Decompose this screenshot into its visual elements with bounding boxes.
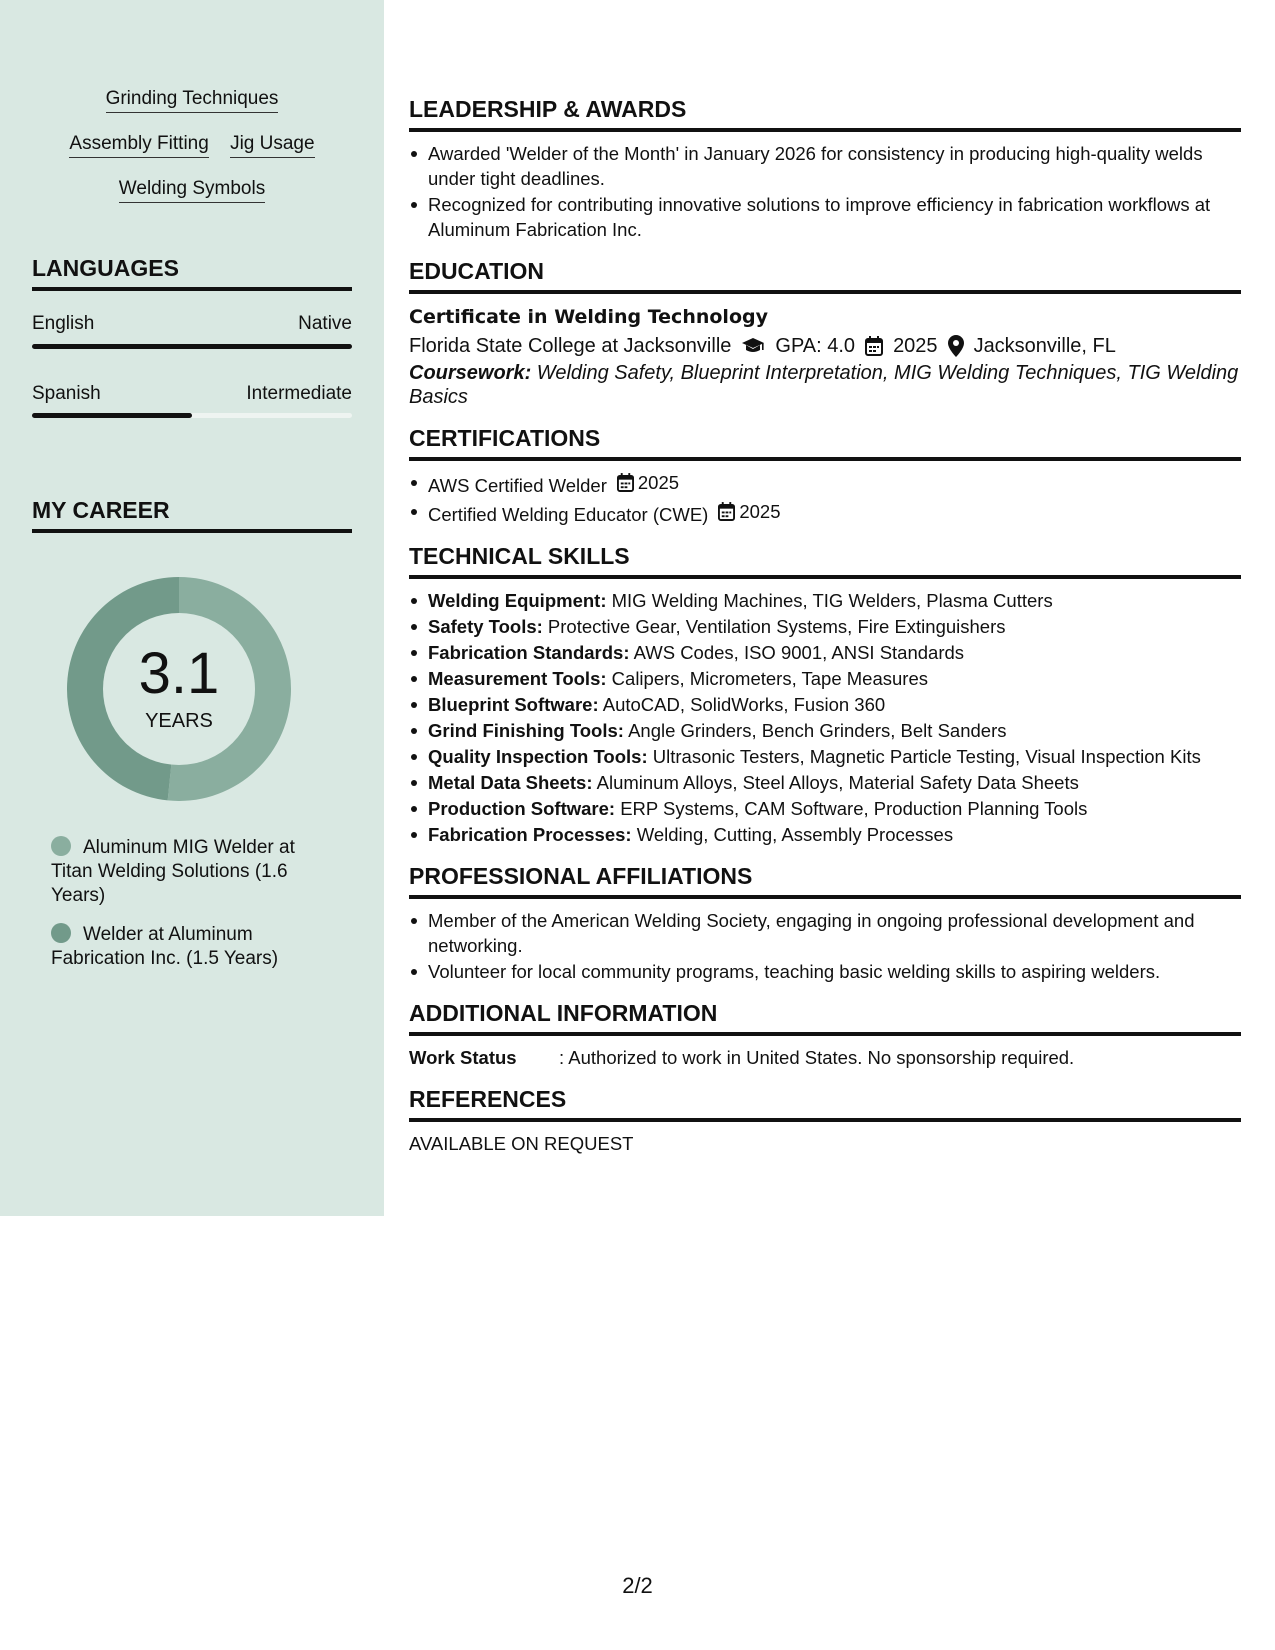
language-name: English bbox=[32, 313, 95, 334]
language-row bbox=[32, 383, 352, 405]
certifications-section bbox=[409, 425, 1241, 527]
skill-tags-row-2 bbox=[0, 133, 384, 158]
education-section bbox=[409, 258, 1241, 409]
career-item bbox=[51, 836, 301, 908]
language-bar-fill bbox=[32, 413, 192, 418]
section-heading: CERTIFICATIONS bbox=[409, 425, 1241, 461]
skill-values: MIG Welding Machines, TIG Welders, Plasma Cutters bbox=[606, 590, 1053, 611]
leadership-section bbox=[409, 96, 1241, 242]
certification-year: 2025 bbox=[739, 501, 781, 522]
list-item bbox=[409, 822, 1241, 847]
list-item: Volunteer for local community programs, teaching basic welding skills to aspiring welders. bbox=[409, 959, 1241, 984]
career-total: 3.1 bbox=[138, 641, 220, 706]
skill-tags-row-1 bbox=[0, 88, 384, 113]
graduation-year: 2025 bbox=[893, 335, 938, 357]
career-item-label: Aluminum MIG Welder at Titan Welding Solutions (1.6 Years) bbox=[51, 837, 295, 906]
work-status-value: : Authorized to work in United States. No sponsorship required. bbox=[559, 1047, 1075, 1068]
list-item bbox=[409, 640, 1241, 665]
languages-heading: LANGUAGES bbox=[32, 255, 352, 291]
career-dot-icon bbox=[51, 836, 71, 856]
language-level: Native bbox=[298, 313, 352, 334]
main-content bbox=[409, 96, 1241, 1172]
list-item: Member of the American Welding Society, engaging in ongoing professional development and networking. bbox=[409, 908, 1241, 958]
technical-skills-section bbox=[409, 543, 1241, 847]
skill-values: ERP Systems, CAM Software, Production Planning Tools bbox=[615, 798, 1088, 819]
section-heading: TECHNICAL SKILLS bbox=[409, 543, 1241, 579]
school-name: Florida State College at Jacksonville bbox=[409, 335, 732, 357]
skill-category: Welding Equipment: bbox=[428, 590, 607, 611]
coursework-label: Coursework: bbox=[409, 362, 532, 384]
list-item bbox=[409, 692, 1241, 717]
school-location: Jacksonville, FL bbox=[973, 335, 1116, 357]
certification-year: 2025 bbox=[637, 472, 680, 493]
calendar-icon bbox=[718, 502, 735, 521]
skill-tag: Grinding Techniques bbox=[106, 88, 279, 113]
skill-category: Safety Tools: bbox=[428, 616, 543, 637]
calendar-icon bbox=[865, 336, 883, 356]
skill-values: AutoCAD, SolidWorks, Fusion 360 bbox=[598, 694, 886, 715]
skill-category: Blueprint Software: bbox=[428, 694, 599, 715]
skill-values: Aluminum Alloys, Steel Alloys, Material Safety Data Sheets bbox=[592, 772, 1079, 793]
career-heading: MY CAREER bbox=[32, 497, 352, 533]
list-item bbox=[409, 588, 1241, 613]
coursework bbox=[409, 361, 1241, 409]
skill-tag: Assembly Fitting bbox=[69, 133, 208, 158]
list-item bbox=[409, 499, 1241, 527]
work-status-row bbox=[409, 1045, 1241, 1070]
list-item bbox=[409, 770, 1241, 795]
skill-category: Measurement Tools: bbox=[428, 668, 607, 689]
skill-tags-row-3 bbox=[0, 178, 384, 203]
calendar-icon bbox=[617, 473, 634, 492]
language-bar-fill bbox=[32, 344, 352, 349]
skill-category: Quality Inspection Tools: bbox=[428, 746, 648, 767]
skill-tag: Welding Symbols bbox=[119, 178, 265, 203]
location-pin-icon bbox=[948, 335, 964, 357]
section-heading: EDUCATION bbox=[409, 258, 1241, 294]
skill-category: Metal Data Sheets: bbox=[428, 772, 593, 793]
skill-values: AWS Codes, ISO 9001, ANSI Standards bbox=[629, 642, 965, 663]
skill-tag: Jig Usage bbox=[230, 133, 315, 158]
language-level: Intermediate bbox=[246, 383, 352, 404]
page-number: 2/2 bbox=[622, 1573, 653, 1598]
section-heading: REFERENCES bbox=[409, 1086, 1241, 1122]
language-bar bbox=[32, 413, 352, 418]
skill-category: Grind Finishing Tools: bbox=[428, 720, 624, 741]
skill-values: Angle Grinders, Bench Grinders, Belt Sanders bbox=[623, 720, 1007, 741]
work-status-label: Work Status bbox=[409, 1047, 517, 1068]
section-heading: LEADERSHIP & AWARDS bbox=[409, 96, 1241, 132]
list-item bbox=[409, 718, 1241, 743]
list-item bbox=[409, 666, 1241, 691]
list-item bbox=[409, 796, 1241, 821]
section-heading: ADDITIONAL INFORMATION bbox=[409, 1000, 1241, 1036]
career-item bbox=[51, 923, 301, 971]
coursework-list: Welding Safety, Blueprint Interpretation, MIG Welding Techniques, TIG Welding Basics bbox=[409, 362, 1239, 408]
references-text: AVAILABLE ON REQUEST bbox=[409, 1133, 634, 1154]
education-details bbox=[409, 331, 1241, 361]
language-row bbox=[32, 313, 352, 335]
degree-title: Certificate in Welding Technology bbox=[409, 306, 768, 328]
skill-values: Ultrasonic Testers, Magnetic Particle Testing, Visual Inspection Kits bbox=[647, 746, 1201, 767]
list-item: Awarded 'Welder of the Month' in January 2026 for consistency in producing high-quality welds under tight deadlines. bbox=[409, 141, 1241, 191]
skill-values: Protective Gear, Ventilation Systems, Fire Extinguishers bbox=[542, 616, 1006, 637]
career-unit: YEARS bbox=[145, 710, 213, 732]
certification-name: AWS Certified Welder bbox=[428, 475, 607, 496]
career-dot-icon bbox=[51, 923, 71, 943]
language-name: Spanish bbox=[32, 383, 101, 404]
skill-values: Welding, Cutting, Assembly Processes bbox=[631, 824, 954, 845]
list-item bbox=[409, 744, 1241, 769]
skill-category: Fabrication Processes: bbox=[428, 824, 632, 845]
certification-name: Certified Welding Educator (CWE) bbox=[428, 504, 709, 525]
skill-values: Calipers, Micrometers, Tape Measures bbox=[606, 668, 928, 689]
section-heading: PROFESSIONAL AFFILIATIONS bbox=[409, 863, 1241, 899]
gpa: GPA: 4.0 bbox=[775, 335, 856, 357]
skill-category: Fabrication Standards: bbox=[428, 642, 630, 663]
skill-category: Production Software: bbox=[428, 798, 616, 819]
references-section bbox=[409, 1086, 1241, 1156]
graduation-cap-icon bbox=[741, 337, 765, 355]
language-bar bbox=[32, 344, 352, 349]
list-item bbox=[409, 614, 1241, 639]
sidebar bbox=[0, 0, 384, 1216]
list-item bbox=[409, 470, 1241, 498]
career-item-label: Welder at Aluminum Fabrication Inc. (1.5 Years) bbox=[51, 924, 279, 969]
list-item: Recognized for contributing innovative solutions to improve efficiency in fabrication workflows at Aluminum Fabrication Inc. bbox=[409, 192, 1241, 242]
affiliations-section bbox=[409, 863, 1241, 984]
additional-info-section bbox=[409, 1000, 1241, 1070]
